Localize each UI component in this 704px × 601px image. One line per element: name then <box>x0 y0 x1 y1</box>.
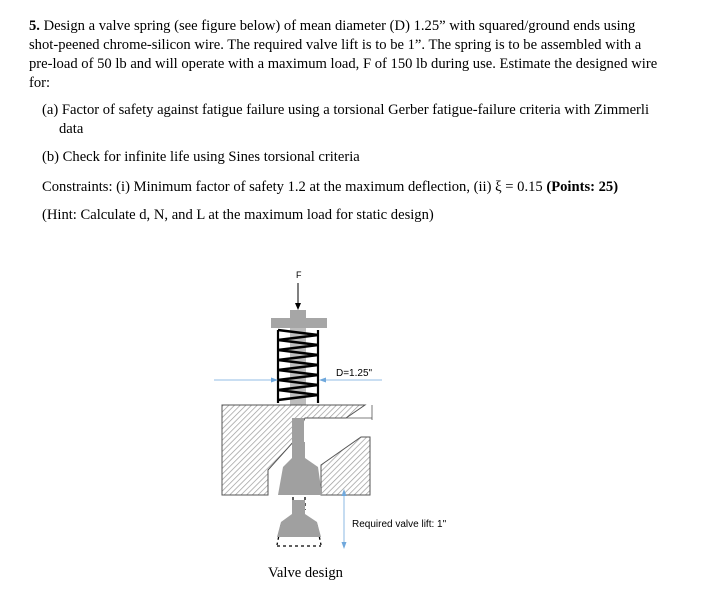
head-right-block <box>321 437 370 495</box>
spring-retainer <box>271 318 327 328</box>
intro-line-3: pre-load of 50 lb and will operate with a maximum load, F of 150 lb during use. Estimate the designed wire <box>29 56 658 72</box>
lift-label: Required valve lift: 1" <box>352 519 447 530</box>
valve-head-open <box>277 500 321 537</box>
intro-line-1: Design a valve spring (see figure below) of mean diameter (D) 1.25” with squared/ground ends using <box>43 18 636 34</box>
intro-line-2: shot-peened chrome-silicon wire. The required valve lift is to be 1”. The spring is to be assembled with a <box>29 37 642 53</box>
part-a-line-2: data <box>59 121 84 137</box>
force-arrowhead <box>295 303 301 310</box>
hint-line: (Hint: Calculate d, N, and L at the maximum load for static design) <box>42 207 434 223</box>
problem-number: 5. <box>29 18 40 34</box>
part-b: (b) Check for infinite life using Sines torsional criteria <box>42 149 360 165</box>
figure-caption: Valve design <box>268 565 343 581</box>
points-label: (Points: 25) <box>546 179 619 195</box>
force-label: F <box>296 270 302 280</box>
intro-line-4: for: <box>29 75 51 91</box>
valve-stem-top <box>290 310 306 319</box>
part-a-line-1: (a) Factor of safety against fatigue failure using a torsional Gerber fatigue-failure criteria with Zimmerli <box>42 102 650 118</box>
constraints-text: Constraints: (i) Minimum factor of safety 1.2 at the maximum deflection, (ii) ξ = 0.15 <box>42 179 543 195</box>
diameter-label: D=1.25" <box>336 368 373 379</box>
